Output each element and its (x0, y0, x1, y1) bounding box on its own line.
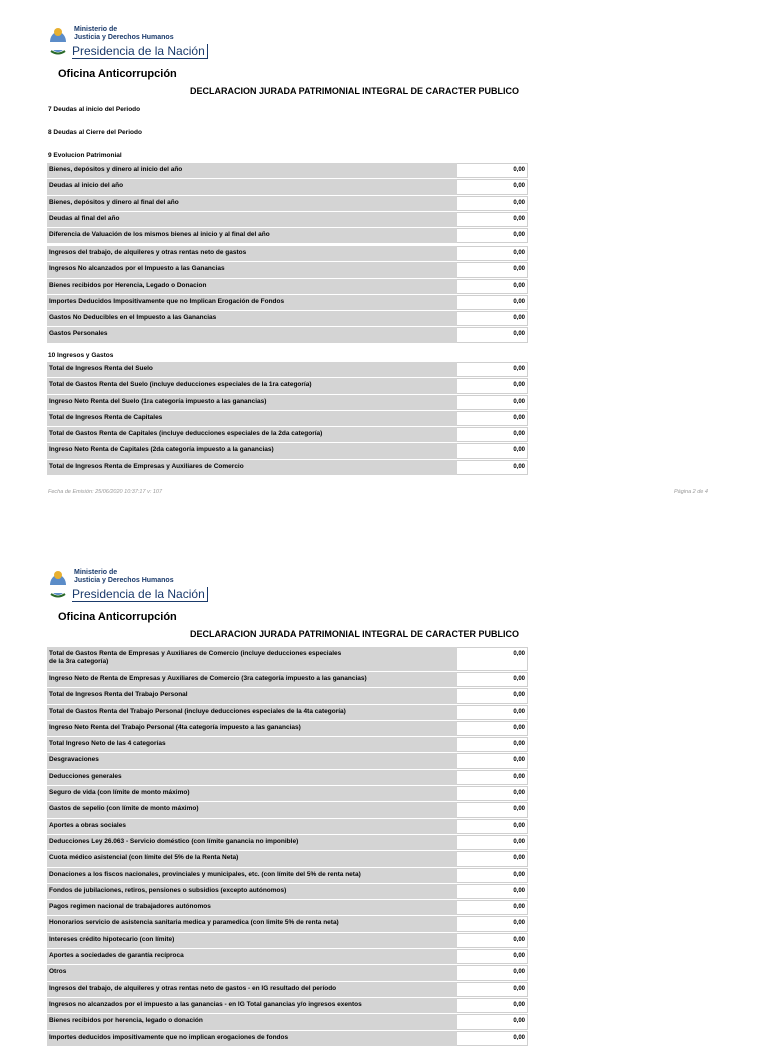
row-label: Deducciones Ley 26.063 - Servicio doméstico (con límite ganancia no imponible) (47, 835, 457, 850)
table-row (47, 770, 528, 786)
table-ingresos-gastos-cont (47, 647, 528, 1047)
table-row (47, 933, 528, 949)
row-label: Ingresos del trabajo, de alquileres y otras rentas neto de gastos (47, 246, 457, 261)
table-row (47, 647, 528, 672)
table-row (47, 721, 528, 737)
row-label: Donaciones a los fiscos nacionales, provinciales y municipales, etc. (con límite del 5% de renta neta) (47, 868, 457, 883)
row-label: Ingresos No alcanzados por el Impuesto a las Ganancias (47, 262, 457, 277)
row-value: 0,00 (457, 246, 528, 261)
row-label: Total de Gastos Renta del Trabajo Personal (incluye deducciones especiales de la 4ta categoría) (47, 705, 457, 720)
row-label: Deducciones generales (47, 770, 457, 785)
table-row (47, 737, 528, 753)
row-value: 0,00 (457, 916, 528, 931)
row-value: 0,00 (457, 179, 528, 194)
row-value: 0,00 (457, 1014, 528, 1029)
table-row (47, 982, 528, 998)
row-label: Ingreso Neto Renta del Trabajo Personal (4ta categoría impuesto a las ganancias) (47, 721, 457, 736)
row-value: 0,00 (457, 411, 528, 426)
row-value: 0,00 (457, 721, 528, 736)
row-value: 0,00 (457, 705, 528, 720)
row-value: 0,00 (457, 900, 528, 915)
row-label: Ingreso Neto Renta del Suelo (1ra categoría impuesto a las ganancias) (47, 395, 457, 410)
row-value: 0,00 (457, 933, 528, 948)
document-page-2 (0, 540, 768, 1041)
row-label: Pagos regimen nacional de trabajadores autónomos (47, 900, 457, 915)
row-label: Fondos de jubilaciones, retiros, pensiones o subsidios (excepto autónomos) (47, 884, 457, 899)
row-value: 0,00 (457, 163, 528, 178)
row-label: Aportes a obras sociales (47, 819, 457, 834)
table-row (47, 279, 528, 295)
table-row (47, 786, 528, 802)
row-label: Gastos de sepelio (con límite de monto máximo) (47, 802, 457, 817)
row-label: Total Ingreso Neto de las 4 categorías (47, 737, 457, 752)
row-label: Otros (47, 965, 457, 980)
row-value: 0,00 (457, 647, 528, 671)
row-label: Cuota médico asistencial (con límite del 5% de la Renta Neta) (47, 851, 457, 866)
row-value: 0,00 (457, 802, 528, 817)
document-title: DECLARACION JURADA PATRIMONIAL INTEGRAL DE CARACTER PUBLICO (190, 86, 520, 96)
row-value: 0,00 (457, 311, 528, 326)
emission-date: Fecha de Emisión: 25/06/2020 10:37:17 v: 107 (48, 489, 163, 495)
row-value: 0,00 (457, 835, 528, 850)
section-8-label: 8 Deudas al Cierre del Periodo (48, 129, 142, 136)
table-row (47, 443, 528, 459)
row-value: 0,00 (457, 949, 528, 964)
table-row (47, 900, 528, 916)
row-label: Bienes, depósitos y dinero al inicio del año (47, 163, 457, 178)
row-value: 0,00 (457, 688, 528, 703)
row-label: Importes deducidos impositivamente que no implican erogaciones de fondos (47, 1031, 457, 1046)
row-value: 0,00 (457, 196, 528, 211)
ministry-line1: Ministerio de (74, 26, 118, 33)
row-label: Total de Ingresos Renta de Empresas y Auxiliares de Comercio (47, 460, 457, 475)
ministry-line2: Justicia y Derechos Humanos (74, 577, 174, 584)
coat-of-arms-icon (48, 27, 68, 55)
row-label: Total de Gastos Renta de Empresas y Auxiliares de Comercio (incluye deducciones especiales de la 3ra categoría) (47, 647, 457, 671)
table-row (47, 362, 528, 378)
document-page-1 (0, 0, 768, 500)
row-value: 0,00 (457, 672, 528, 687)
row-label: Deudas al final del año (47, 212, 457, 227)
row-label: Bienes, depósitos y dinero al final del año (47, 196, 457, 211)
table-row (47, 819, 528, 835)
table-row (47, 851, 528, 867)
row-value: 0,00 (457, 295, 528, 310)
row-value: 0,00 (457, 362, 528, 377)
section-7-label: 7 Deudas al inicio del Periodo (48, 106, 141, 113)
row-value: 0,00 (457, 753, 528, 768)
table-row (47, 212, 528, 228)
row-label: Gastos Personales (47, 327, 457, 342)
office-title: Oficina Anticorrupción (58, 68, 177, 80)
table-evolucion-b (47, 246, 528, 344)
table-row (47, 998, 528, 1014)
row-label: Intereses crédito hipotecario (con límite) (47, 933, 457, 948)
table-row (47, 295, 528, 311)
row-value: 0,00 (457, 279, 528, 294)
table-row (47, 753, 528, 769)
table-evolucion-a (47, 163, 528, 244)
row-value: 0,00 (457, 427, 528, 442)
row-label: Desgravaciones (47, 753, 457, 768)
table-row (47, 246, 528, 262)
row-value: 0,00 (457, 868, 528, 883)
row-label: Ingresos del trabajo, de alquileres y otras rentas neto de gastos - en IG resultado del período (47, 982, 457, 997)
ministry-line1: Ministerio de (74, 569, 118, 576)
row-value: 0,00 (457, 770, 528, 785)
row-value: 0,00 (457, 851, 528, 866)
table-row (47, 1014, 528, 1030)
table-row (47, 163, 528, 179)
row-label: Total de Ingresos Renta de Capitales (47, 411, 457, 426)
row-label: Total de Gastos Renta de Capitales (incluye deducciones especiales de la 2da categoría) (47, 427, 457, 442)
row-value: 0,00 (457, 737, 528, 752)
office-title: Oficina Anticorrupción (58, 611, 177, 623)
ministry-line2: Justicia y Derechos Humanos (74, 34, 174, 41)
row-value: 0,00 (457, 327, 528, 342)
table-row (47, 705, 528, 721)
table-row (47, 427, 528, 443)
table-row (47, 835, 528, 851)
table-row (47, 395, 528, 411)
table-row (47, 916, 528, 932)
row-value: 0,00 (457, 965, 528, 980)
table-row (47, 411, 528, 427)
row-label: Ingresos no alcanzados por el impuesto a las ganancias - en IG Total ganancias y/o ingresos exentos (47, 998, 457, 1013)
row-label: Importes Deducidos Impositivamente que no Implican Erogación de Fondos (47, 295, 457, 310)
row-value: 0,00 (457, 1031, 528, 1046)
table-row (47, 949, 528, 965)
document-title: DECLARACION JURADA PATRIMONIAL INTEGRAL DE CARACTER PUBLICO (190, 629, 520, 639)
page-number: Página 2 de 4 (674, 489, 708, 495)
row-value: 0,00 (457, 228, 528, 243)
table-row (47, 965, 528, 981)
ministry-logo (48, 568, 205, 608)
row-label: Total de Ingresos Renta del Suelo (47, 362, 457, 377)
table-row (47, 327, 528, 343)
table-row (47, 672, 528, 688)
table-row (47, 460, 528, 476)
row-label: Aportes a sociedades de garantía recíproca (47, 949, 457, 964)
section-10-label: 10 Ingresos y Gastos (48, 352, 114, 359)
section-9-label: 9 Evolucion Patrimonial (48, 152, 122, 159)
row-value: 0,00 (457, 786, 528, 801)
presidency-label: Presidencia de la Nación (72, 587, 208, 602)
presidency-label: Presidencia de la Nación (72, 44, 208, 59)
row-value: 0,00 (457, 982, 528, 997)
row-label: Deudas al inicio del año (47, 179, 457, 194)
table-row (47, 311, 528, 327)
row-label: Ingreso Neto de Renta de Empresas y Auxiliares de Comercio (3ra categoría impuesto a las ganancias) (47, 672, 457, 687)
row-label: Bienes recibidos por Herencia, Legado o Donacion (47, 279, 457, 294)
row-label: Diferencia de Valuación de los mismos bienes al inicio y al final del año (47, 228, 457, 243)
coat-of-arms-icon (48, 570, 68, 598)
table-row (47, 262, 528, 278)
table-row (47, 868, 528, 884)
table-row (47, 688, 528, 704)
row-label: Seguro de vida (con límite de monto máximo) (47, 786, 457, 801)
row-value: 0,00 (457, 395, 528, 410)
table-row (47, 884, 528, 900)
table-row (47, 196, 528, 212)
row-value: 0,00 (457, 819, 528, 834)
row-label: Bienes recibidos por herencia, legado o donación (47, 1014, 457, 1029)
row-value: 0,00 (457, 378, 528, 393)
table-row (47, 1031, 528, 1047)
table-row (47, 179, 528, 195)
ministry-logo (48, 25, 205, 65)
row-value: 0,00 (457, 212, 528, 227)
row-label: Honorarios servicio de asistencia sanitaria medica y paramedica (con limite 5% de renta neta) (47, 916, 457, 931)
row-value: 0,00 (457, 262, 528, 277)
table-ingresos-gastos (47, 362, 528, 476)
table-row (47, 228, 528, 244)
row-label: Gastos No Deducibles en el Impuesto a las Ganancias (47, 311, 457, 326)
row-value: 0,00 (457, 460, 528, 475)
row-label: Total de Ingresos Renta del Trabajo Personal (47, 688, 457, 703)
row-value: 0,00 (457, 443, 528, 458)
row-label: Total de Gastos Renta del Suelo (incluye deducciones especiales de la 1ra categoría) (47, 378, 457, 393)
row-label: Ingreso Neto Renta de Capitales (2da categoría impuesto a la ganancias) (47, 443, 457, 458)
row-value: 0,00 (457, 884, 528, 899)
table-row (47, 802, 528, 818)
row-value: 0,00 (457, 998, 528, 1013)
table-row (47, 378, 528, 394)
